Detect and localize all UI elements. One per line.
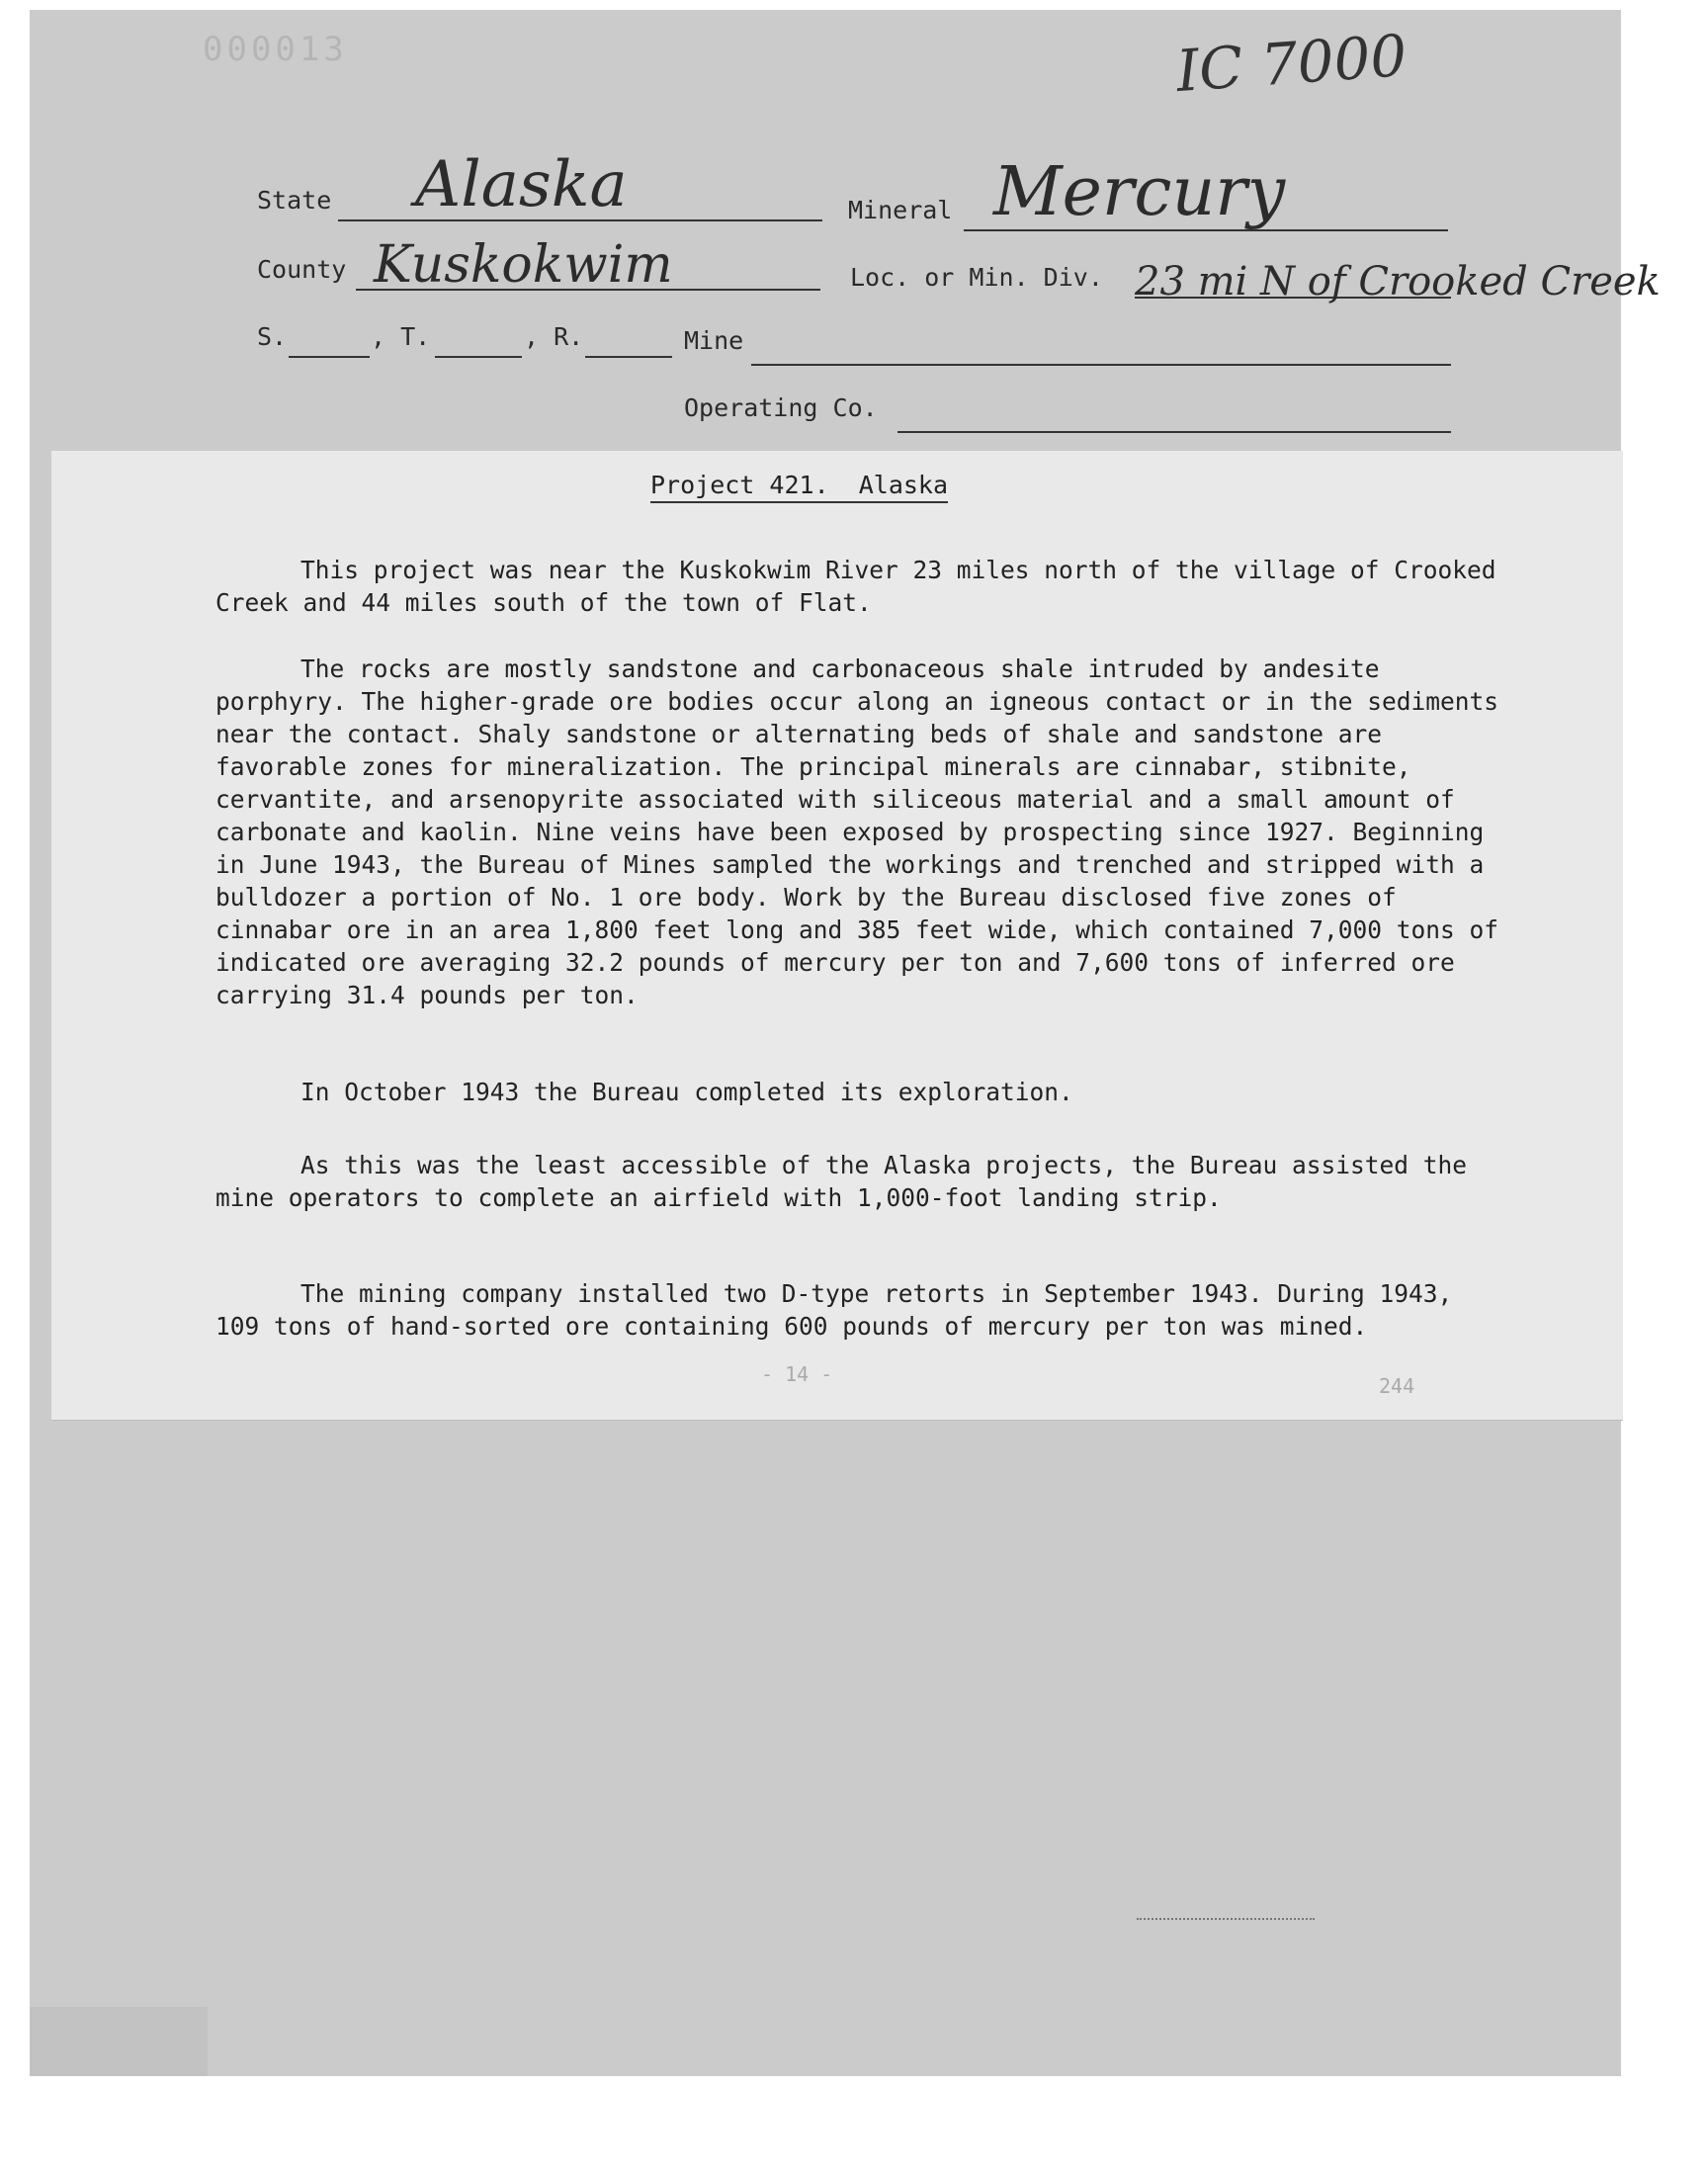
- page-number: - 14 -: [761, 1362, 833, 1386]
- mineral-value: Mercury: [993, 153, 1286, 231]
- operating-line: [897, 431, 1451, 433]
- paragraph-production: The mining company installed two D-type retorts in September 1943. During 1943, 109 tons of hand-sorted ore containing 600 pounds of mercury per ton was mined.: [215, 1279, 1453, 1341]
- card-corner: [30, 2007, 208, 2076]
- range-label: , R.: [524, 322, 584, 351]
- township-line: [435, 356, 522, 358]
- township-label: , T.: [371, 322, 431, 351]
- loc-value: 23 mi N of Crooked Creek: [1135, 259, 1661, 304]
- paragraph-airfield: As this was the least accessible of the Alaska projects, the Bureau assisted the mine operators to complete an airfield with 1,000-foot landing strip.: [215, 1151, 1468, 1212]
- catalog-number: IC 7000: [1173, 21, 1409, 106]
- county-label: County: [257, 255, 347, 284]
- county-value: Kuskokwim: [374, 235, 673, 295]
- slip-title: Project 421. Alaska: [650, 471, 948, 503]
- dotted-mark: [1137, 1918, 1315, 1920]
- mine-line: [751, 364, 1451, 366]
- state-value: Alaska: [415, 148, 628, 221]
- paragraph-completion: In October 1943 the Bureau completed its exploration.: [300, 1078, 1073, 1106]
- mineral-label: Mineral: [848, 196, 953, 224]
- page-mark-faint: 244: [1379, 1374, 1415, 1398]
- section-label: S.: [257, 322, 288, 351]
- paragraph-geology: The rocks are mostly sandstone and carbonaceous shale intruded by andesite porphyry. The higher-grade ore bodies occur along an igneous contact or in the sediments near the contact. Shaly sandstone or alternating beds of shale and sandstone are favorable zones for mineralization. The principal minerals are cinnabar, stibnite, cervantite, and arsenopyrite associated with siliceous material and a small amount of carbonate and kaolin. Nine veins have been exposed by prospecting since 1927. Beginning in June 1943, the Bureau of Mines sampled the workings and trenched and stripped with a bulldozer a portion of No. 1 ore body. Work by the Bureau disclosed five zones of cinnabar ore in an area 1,800 feet long and 385 feet wide, which contained 7,000 tons of indicated ore averaging 32.2 pounds of mercury per ton and 7,600 tons of inferred ore carrying 31.4 pounds per ton.: [215, 654, 1499, 1009]
- mine-label: Mine: [684, 326, 744, 355]
- section-line: [289, 356, 370, 358]
- paragraph-location: This project was near the Kuskokwim River 23 miles north of the village of Crooked Creek and 44 miles south of the town of Flat.: [215, 556, 1496, 617]
- range-line: [585, 356, 672, 358]
- faint-stamp: 000013: [203, 30, 348, 69]
- loc-label: Loc. or Min. Div.: [850, 263, 1103, 292]
- state-label: State: [257, 186, 332, 215]
- operating-label: Operating Co.: [684, 393, 878, 422]
